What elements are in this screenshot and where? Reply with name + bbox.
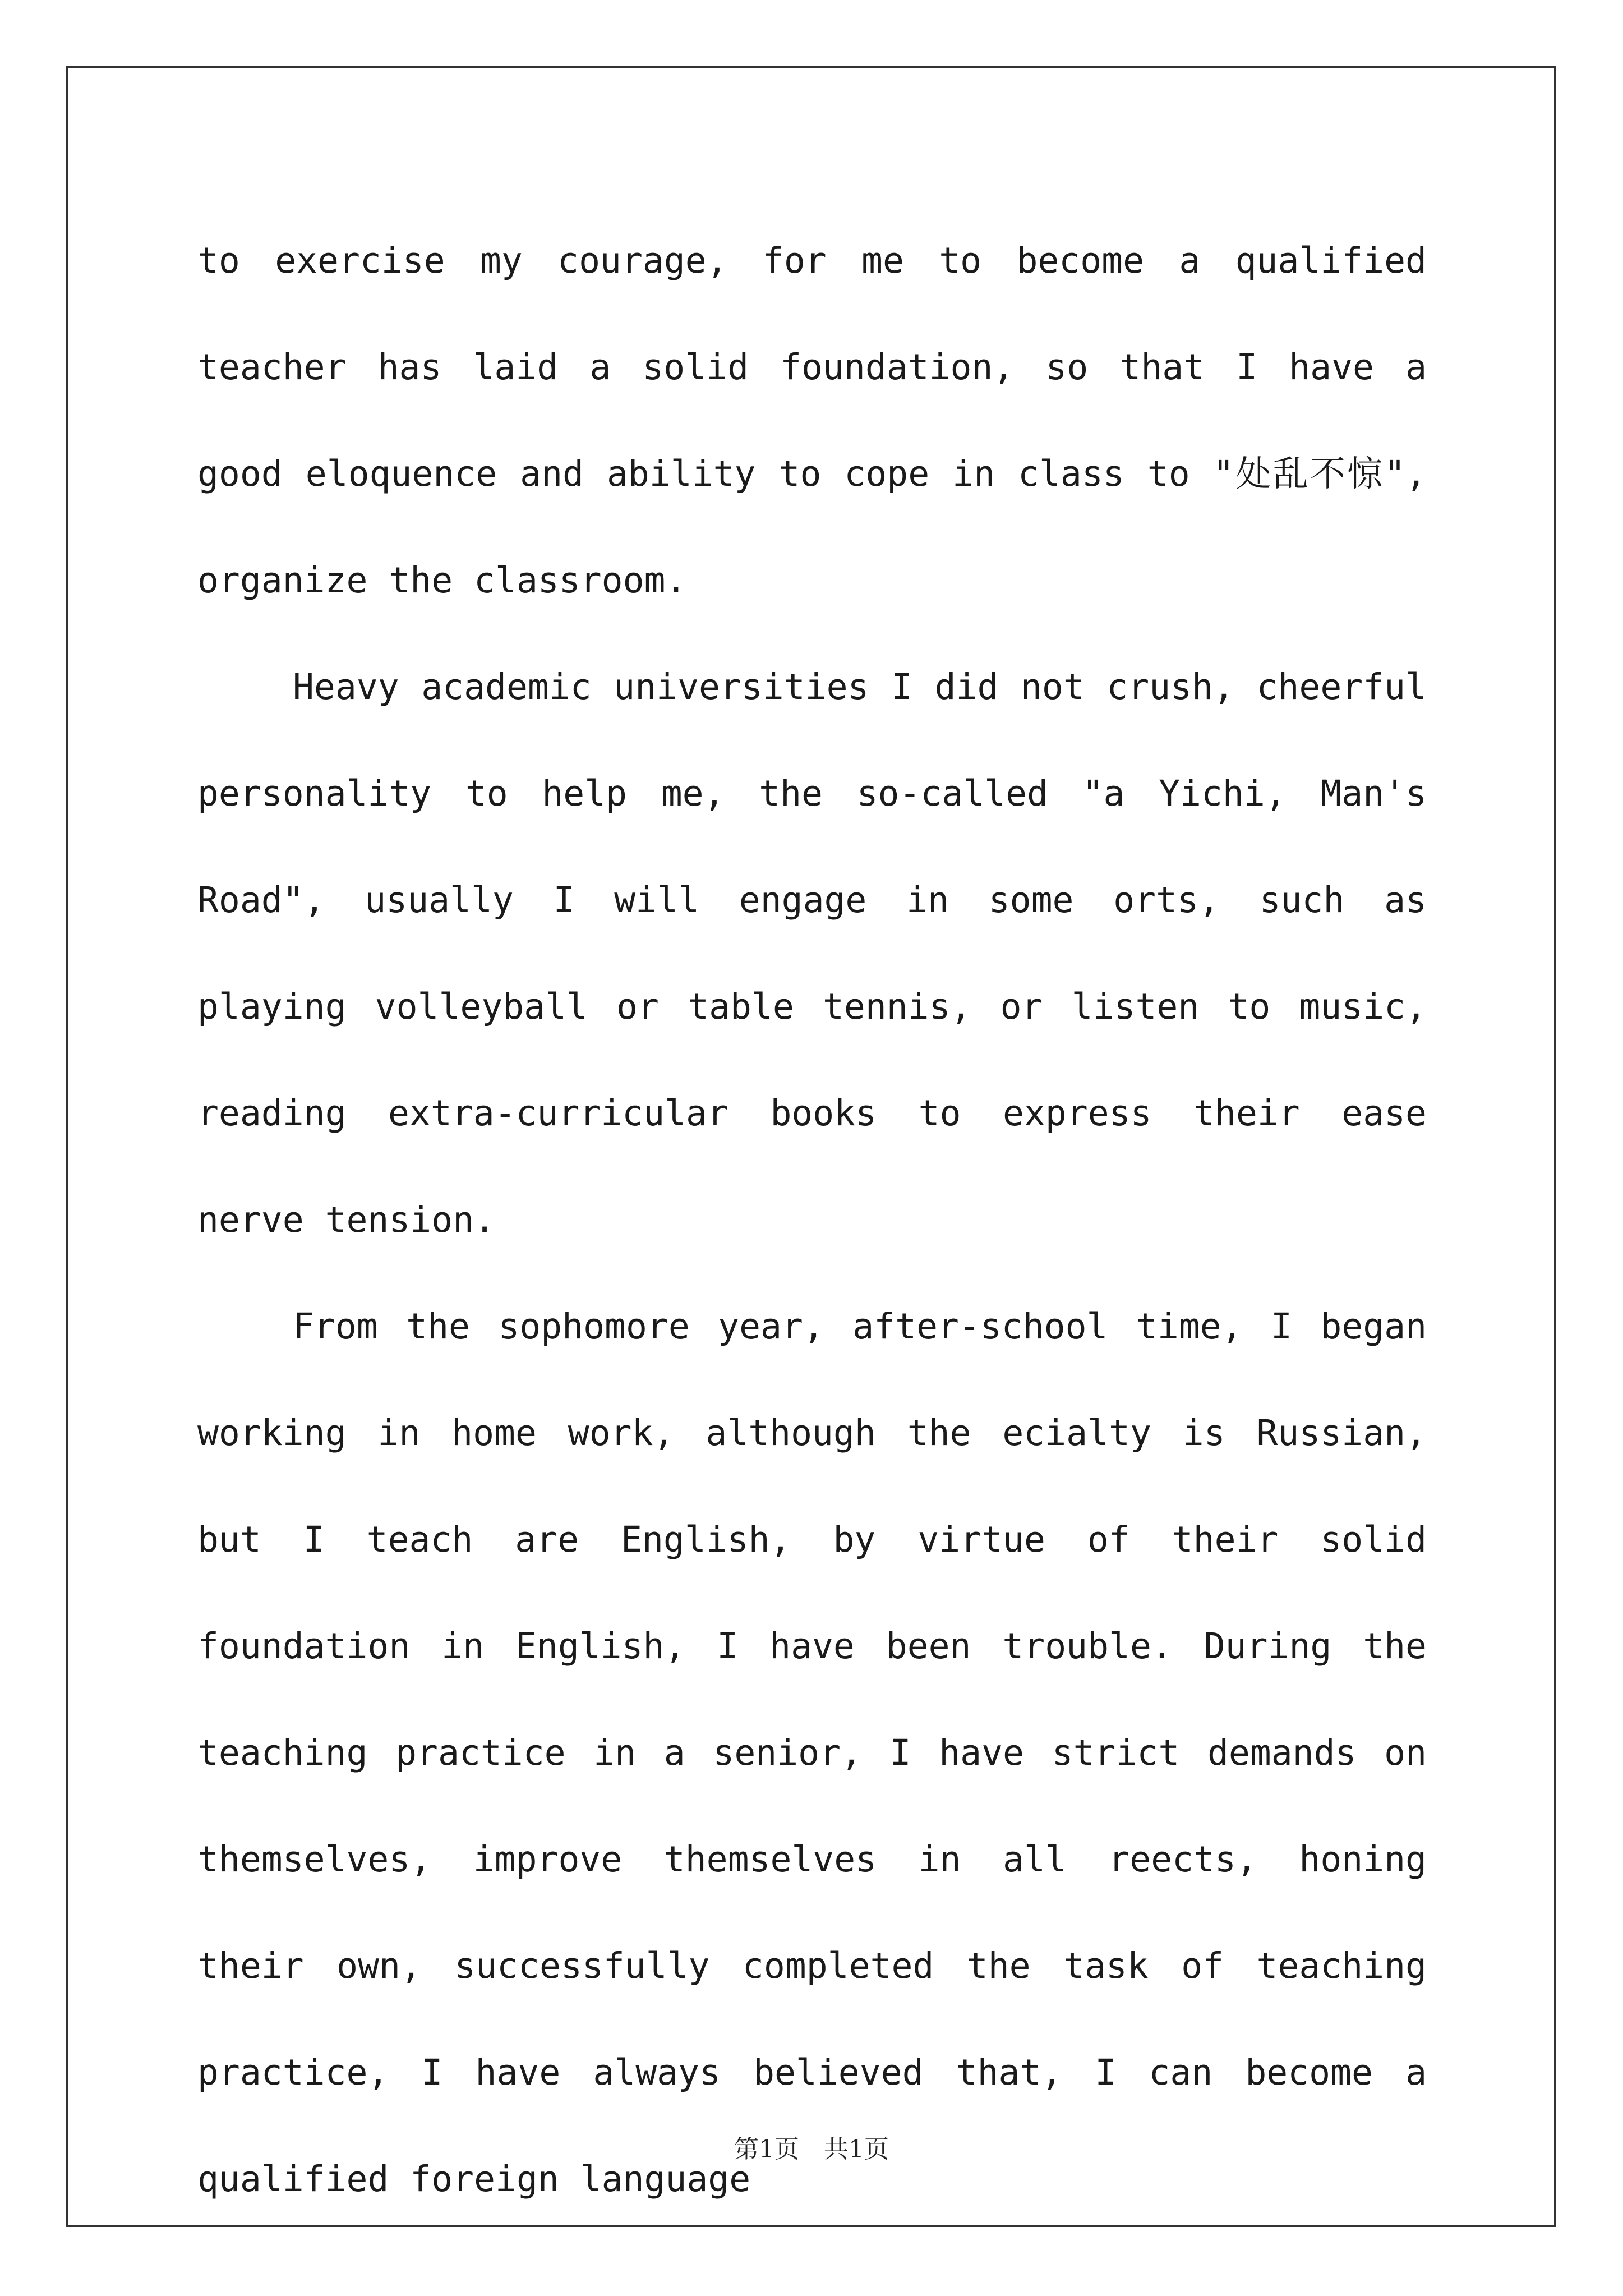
paragraph-3: From the sophomore year, after-school time, I began working in home work, although the ecialty is Russian, but I teach are English, by virtue of their solid foundation in English, I have been trouble. During the teaching practice in a senior, I have strict demands on themselves, improve themselves in all reects, honing their own, successfully completed the task of teaching practice, I have always believed that, I can become a qualified foreign language xyxy=(197,1306,1427,2200)
paragraph-2: Heavy academic universities I did not crush, cheerful personality to help me, the so-called "a Yichi, Man's Road", usually I will engage in some orts, such as playing volleyball or table tennis, or listen to music, reading extra-curricular books to express their ease nerve tension. xyxy=(197,666,1427,1240)
page-footer: 第1页 共1页 xyxy=(734,2135,889,2164)
paragraph-1: to exercise my courage, for me to become a qualified teacher has laid a solid foundation, so that I have a good eloquence and ability to cope in class to "处乱不惊", organize the classroom. xyxy=(197,240,1427,601)
document-body xyxy=(197,208,1427,2233)
